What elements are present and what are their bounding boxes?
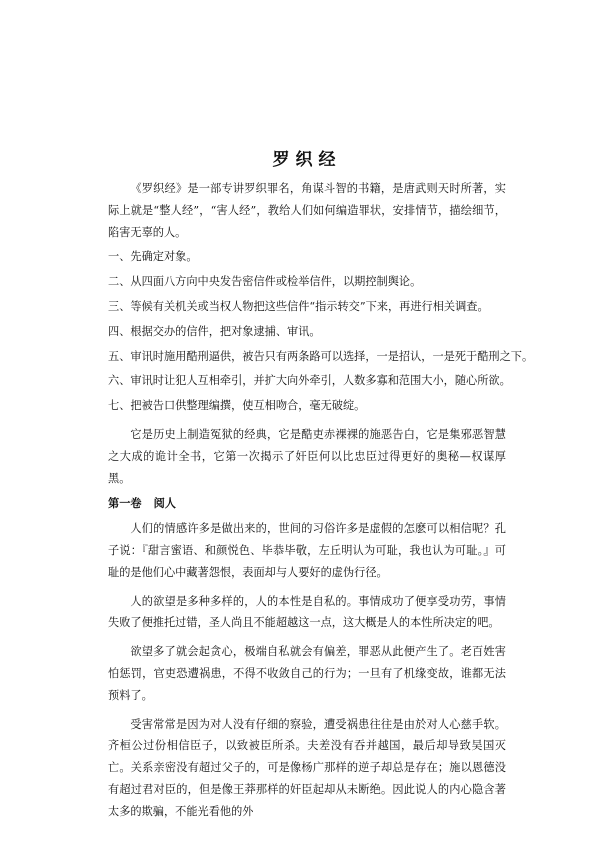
step-item: 七、把被告口供整理编撰，使互相吻合，毫无破绽。 — [108, 399, 366, 413]
step-item: 三、等候有关机关或当权人物把这些信件“指示转交”下来，再进行相关调查。 — [108, 299, 489, 313]
step-item: 五、审讯时施用酷刑逼供，被告只有两条路可以选择，一是招认，一是死于酷刑之下。 — [108, 349, 534, 363]
steps-list — [108, 246, 534, 417]
step-item: 六、审讯时让犯人互相牵引，并扩大向外牵引，人数多寡和范围大小，随心所欲。 — [108, 374, 511, 388]
step-item: 四、根据交办的信件，把对象逮捕、审讯。 — [108, 324, 321, 338]
step-item: 一、先确定对象。 — [108, 250, 198, 264]
section-heading — [108, 493, 506, 515]
body-paragraph: 人的欲望是多种多样的，人的本性是自私的。事情成功了便享受功劳，事情失败了便推托过错，圣人尚且不能超越这一点，这大概是人的本性所决定的吧。 — [108, 594, 506, 630]
body-paragraph: 人们的情感许多是做出来的，世间的习俗许多是虚假的怎麽可以相信呢？孔子说：『甜言蜜语、和颜悦色、毕恭毕敬，左丘明认为可耻，我也认为可耻。』可耻的是他们心中藏著怨恨，表面却与人要好的虚伪行径。 — [108, 522, 506, 579]
body-paragraph: 欲望多了就会起贪心，极端自私就会有偏差，罪恶从此便产生了。老百姓害怕惩罚，官吏恐遭祸患，不得不收敛自己的行为；一旦有了机缘变故，谁都无法预料了。 — [108, 645, 506, 702]
section-name: 阅人 — [153, 497, 176, 511]
document-title: 罗织经 — [272, 150, 342, 170]
summary-paragraph: 它是历史上制造冤狱的经典，它是酷吏赤裸裸的施恶告白，它是集邪恶智慧之大成的诡计全书，它第一次揭示了奸臣何以比忠臣过得更好的奥秘—权谋厚黑。 — [108, 427, 506, 485]
body-paragraph: 受害常常是因为对人没有仔细的察验，遭受祸患往往是由於对人心慈手软。齐桓公过份相信臣子，以致被臣所杀。夫差没有吞并越国，最后却导致吴国灭亡。关系亲密没有超过父子的，可是像杨广那样的逆子却总是存在；施以恩德没有超过君对臣的，但是像王莽那样的奸臣起却从未断绝。因此说人的内心隐含著太多的欺骗，不能光看他的外 — [108, 717, 506, 818]
step-item: 二、从四面八方向中央发告密信件或检举信件，以期控制舆论。 — [108, 275, 422, 289]
intro-paragraph: 《罗织经》是一部专讲罗织罪名，角谋斗智的书籍，是唐武则天时所著，实际上就是“整人经”，“害人经”，教给人们如何编造罪状，安排情节，描绘细节，陷害无辜的人。 — [108, 182, 506, 239]
section-number: 第一卷 — [108, 497, 142, 511]
document-body — [108, 148, 534, 826]
